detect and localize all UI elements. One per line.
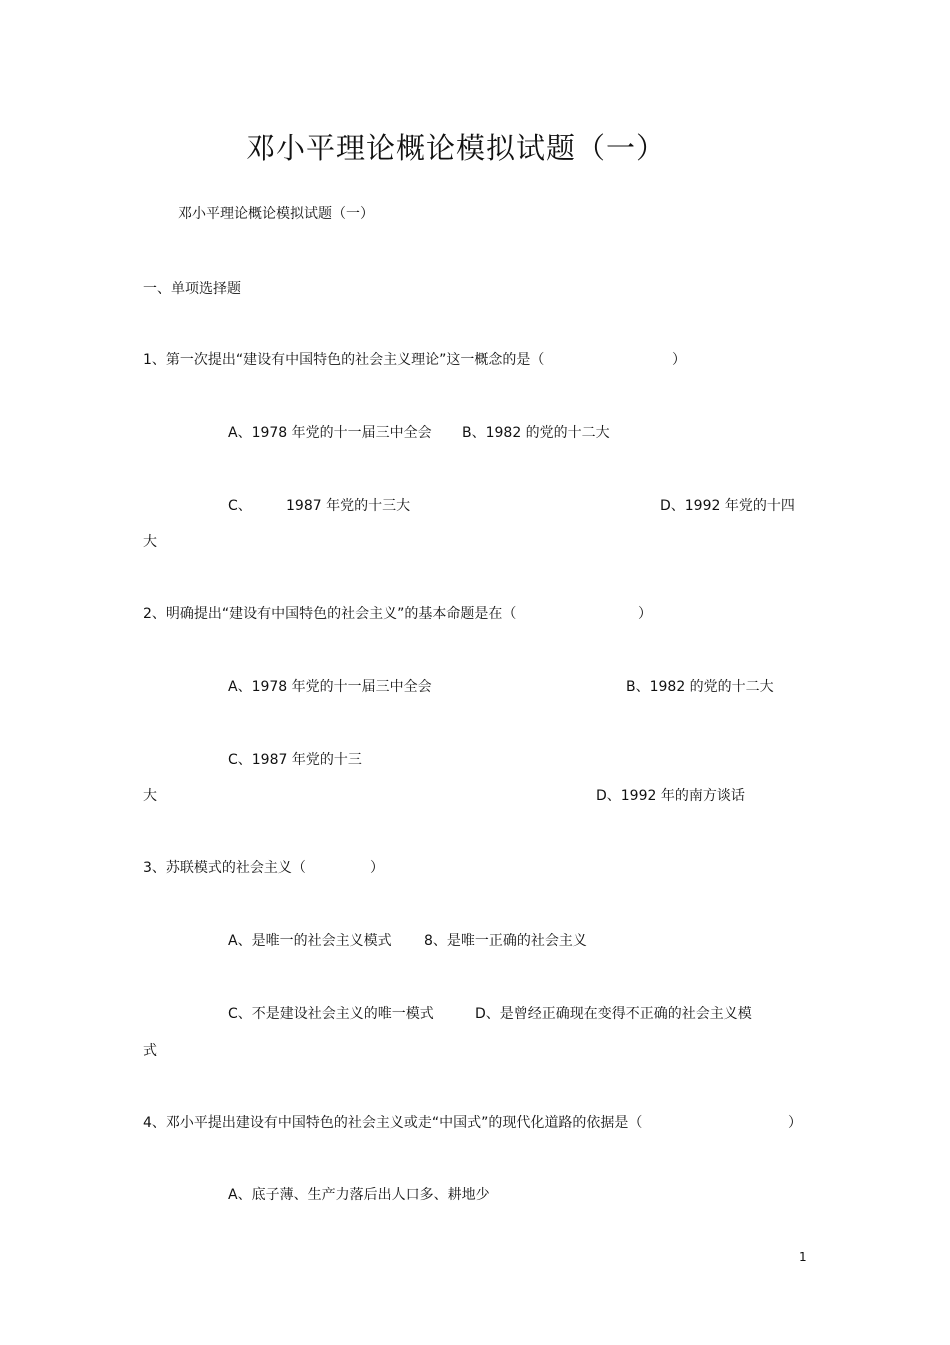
question-1-option-b: B、1982 的党的十二大 bbox=[462, 425, 610, 441]
question-4-close: ） bbox=[788, 1115, 802, 1131]
question-4-stem: 4、邓小平提出建设有中国特色的社会主义或走“中国式”的现代化道路的依据是（ bbox=[143, 1115, 643, 1131]
question-1-option-c: 1987 年党的十三大 bbox=[286, 498, 411, 514]
question-3-option-c: C、不是建设社会主义的唯一模式 bbox=[228, 1006, 434, 1022]
question-2-option-d: D、1992 年的南方谈话 bbox=[596, 788, 745, 804]
question-3-option-b: 8、是唯一正确的社会主义 bbox=[424, 933, 587, 949]
question-2-option-b: B、1982 的党的十二大 bbox=[626, 679, 774, 695]
question-3-stem: 3、苏联模式的社会主义（ bbox=[143, 860, 306, 876]
page-number: 1 bbox=[799, 1250, 807, 1264]
question-3-close: ） bbox=[370, 860, 384, 876]
question-2-option-c: C、1987 年党的十三 bbox=[228, 752, 362, 768]
question-2-option-a: A、1978 年党的十一届三中全会 bbox=[228, 679, 432, 695]
question-2-close: ） bbox=[638, 606, 652, 622]
question-1-option-d-cont: 大 bbox=[143, 534, 157, 550]
question-4-option-a: A、底子薄、生产力落后出人口多、耕地少 bbox=[228, 1187, 490, 1203]
subtitle: 邓小平理论概论模拟试题（一） bbox=[178, 206, 374, 222]
page-title: 邓小平理论概论模拟试题（一） bbox=[245, 131, 666, 165]
question-1-option-a: A、1978 年党的十一届三中全会 bbox=[228, 425, 432, 441]
section-heading: 一、单项选择题 bbox=[143, 281, 241, 297]
question-3-option-d: D、是曾经正确现在变得不正确的社会主义模 bbox=[475, 1006, 752, 1022]
question-1-stem: 1、第一次提出“建设有中国特色的社会主义理论”这一概念的是（ bbox=[143, 352, 545, 368]
question-3-option-a: A、是唯一的社会主义模式 bbox=[228, 933, 392, 949]
question-3-option-d-cont: 式 bbox=[143, 1043, 157, 1059]
question-1-option-c-label: C、 bbox=[228, 498, 252, 514]
question-2-stem: 2、明确提出“建设有中国特色的社会主义”的基本命题是在（ bbox=[143, 606, 517, 622]
question-1-close: ） bbox=[672, 352, 686, 368]
question-1-option-d: D、1992 年党的十四 bbox=[660, 498, 795, 514]
question-2-option-c-cont: 大 bbox=[143, 788, 157, 804]
